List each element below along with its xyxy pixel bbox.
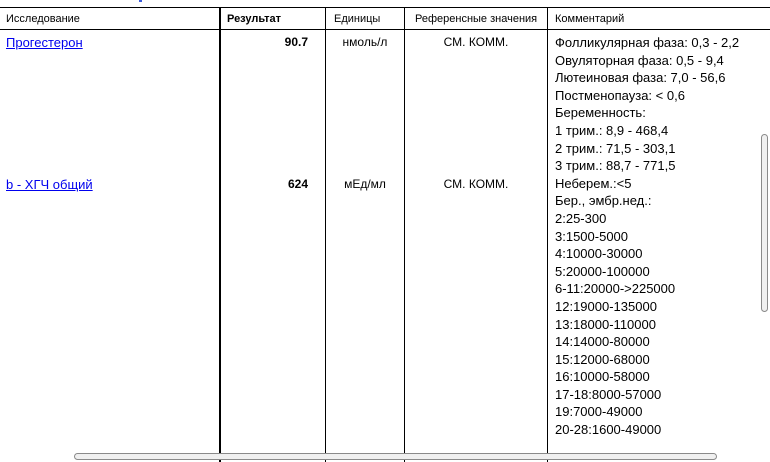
top-scroll-remnant <box>139 0 142 2</box>
header-comment: Комментарий <box>555 13 625 25</box>
horizontal-scrollbar-thumb[interactable] <box>74 453 717 460</box>
column-divider <box>325 7 326 462</box>
header-reference: Референсные значения <box>415 13 538 25</box>
column-divider <box>219 7 221 462</box>
reference-value: СМ. КОММ. <box>443 177 509 191</box>
comment-line: 20-28:1600-49000 <box>555 422 662 438</box>
comment-line: 15:12000-68000 <box>555 351 650 367</box>
comment-line: 3 трим.: 88,7 - 771,5 <box>555 158 676 174</box>
header-units: Единицы <box>334 13 381 25</box>
study-link-hcg[interactable]: b - ХГЧ общий <box>6 177 93 192</box>
comment-line: Лютеиновая фаза: 7,0 - 56,6 <box>555 70 726 86</box>
header-result: Результат <box>227 13 282 25</box>
comment-line: 2 трим.: 71,5 - 303,1 <box>555 140 676 156</box>
comment-line: Фолликулярная фаза: 0,3 - 2,2 <box>555 35 740 50</box>
units-value: нмоль/л <box>342 35 388 49</box>
comment-line: Постменопауза: < 0,6 <box>555 87 685 103</box>
comment-line: 12:19000-135000 <box>555 298 657 314</box>
comment-line: Беременность: <box>555 105 646 121</box>
comment-line: 3:1500-5000 <box>555 228 629 244</box>
comment-line: Бер., эмбр.нед.: <box>555 193 652 209</box>
units-value: мЕд/мл <box>344 177 386 191</box>
comment-line: 13:18000-110000 <box>555 316 656 332</box>
comment-line: 2:25-300 <box>555 210 607 226</box>
result-value: 90.7 <box>284 35 308 49</box>
result-value: 624 <box>287 177 308 191</box>
comment-line: 5:20000-100000 <box>555 263 650 279</box>
comment-line: 14:14000-80000 <box>555 334 650 350</box>
comment-line: 1 трим.: 8,9 - 468,4 <box>555 122 669 138</box>
header-bottom-border <box>0 29 770 30</box>
table-top-border <box>0 7 770 8</box>
column-divider <box>404 7 405 462</box>
comment-line: Неберем.:<5 <box>555 175 632 191</box>
header-study: Исследование <box>6 13 80 25</box>
comment-line: 19:7000-49000 <box>555 404 643 420</box>
reference-value: СМ. КОММ. <box>443 35 509 49</box>
comment-line: 6-11:20000->225000 <box>555 281 676 297</box>
comment-text <box>555 34 739 439</box>
study-link-progesterone[interactable]: Прогестерон <box>6 35 83 50</box>
comment-line: Овуляторная фаза: 0,5 - 9,4 <box>555 52 724 68</box>
vertical-scrollbar-thumb[interactable] <box>761 134 768 312</box>
column-divider <box>547 7 548 462</box>
comment-line: 16:10000-58000 <box>555 369 650 385</box>
comment-line: 17-18:8000-57000 <box>555 386 662 402</box>
comment-line: 4:10000-30000 <box>555 246 643 262</box>
